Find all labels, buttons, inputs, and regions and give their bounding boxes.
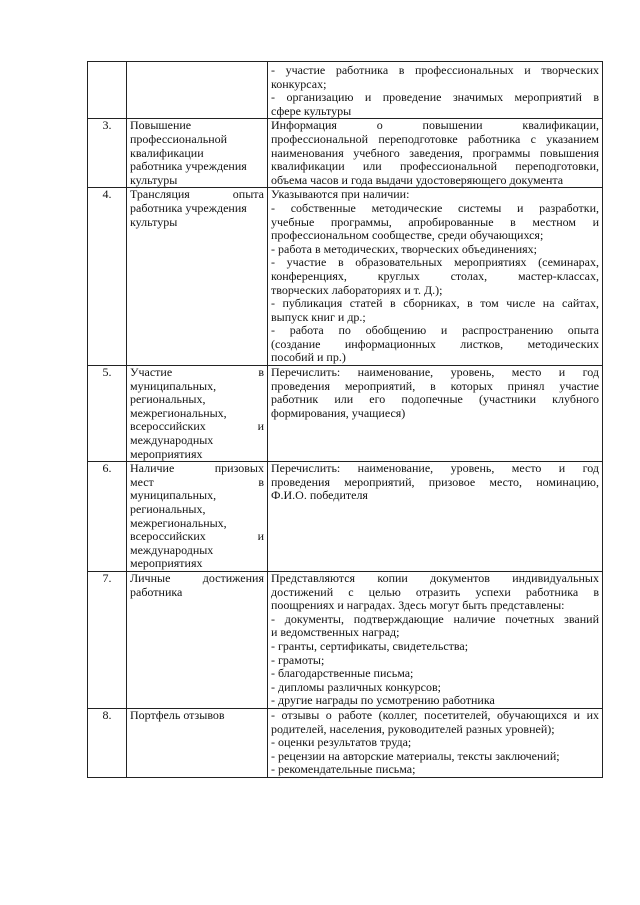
description-line: выпуск книг и др.; (271, 309, 366, 324)
description-cell (268, 119, 603, 188)
criterion-line: международных (130, 433, 214, 448)
description-line: профессиональном сообществе, среди обучающихся; (271, 228, 544, 243)
criterion-cell (127, 62, 268, 119)
row-number: 7. (88, 571, 127, 708)
criterion-line: региональных, (130, 502, 206, 516)
description-line: пособий и пр.) (271, 350, 346, 365)
row-number: 6. (88, 462, 127, 572)
description-line: - рецензии на авторские материалы, тексты заключений; (271, 748, 560, 763)
criterion-cell (127, 188, 268, 366)
description-cell (268, 462, 603, 572)
criterion-line: Трансляция опыта (130, 187, 264, 202)
table-row (88, 119, 603, 188)
description-line: - участие в образовательных мероприятиях (семинарах, (271, 255, 599, 270)
description-line: и ведомственных наград; (271, 625, 400, 640)
criterion-cell (127, 571, 268, 708)
table-row (88, 366, 603, 462)
description-line: Перечислить: наименование, уровень, место и год (271, 365, 599, 380)
description-line: - гранты, сертификаты, свидетельства; (271, 638, 469, 653)
criterion-line: Наличие призовых (130, 461, 264, 476)
description-line: - дипломы различных конкурсов; (271, 679, 441, 694)
criterion-line: всероссийских и (130, 529, 264, 544)
description-line: учебные программы, апробированные в местном и (271, 214, 599, 229)
description-line: конкурсах; (271, 76, 327, 91)
criterion-line: профессиональной (130, 131, 228, 146)
description-line: Перечислить: наименование, уровень, место и год (271, 461, 599, 476)
description-line: - рекомендательные письма; (271, 762, 416, 777)
description-line: - документы, подтверждающие наличие почетных званий (271, 611, 599, 626)
description-line: творческих лабораториях и т. Д.); (271, 282, 443, 297)
description-line: квалификации или профессиональной переподготовки, (271, 159, 599, 174)
description-line: - другие награды по усмотрению работника (271, 693, 495, 708)
criterion-line: муниципальных, (130, 378, 217, 393)
description-cell (268, 62, 603, 119)
criterion-line: культуры (130, 214, 178, 229)
table-row (88, 571, 603, 708)
criterion-line: квалификации (130, 145, 204, 160)
criterion-line: работника (130, 584, 183, 599)
description-line: проведения мероприятий, призовое место, номинацию, (271, 474, 599, 489)
description-cell (268, 366, 603, 462)
description-cell (268, 188, 603, 366)
criterion-line: всероссийских и (130, 419, 264, 434)
description-line: - работа по обобщению и распространению опыта (271, 323, 599, 338)
criterion-cell (127, 708, 268, 777)
description-line: - работа в методических, творческих объединениях; (271, 241, 537, 256)
criterion-cell (127, 366, 268, 462)
description-line: - оценки результатов труда; (271, 735, 412, 750)
description-line: Указываются при наличии: (271, 187, 410, 202)
criterion-cell (127, 462, 268, 572)
description-line: - участие работника в профессиональных и творческих (271, 63, 599, 77)
description-line: достижений с целью отразить успехи работника в (271, 584, 599, 599)
criterion-line: мероприятиях (130, 446, 203, 461)
description-line: - благодарственные письма; (271, 666, 414, 681)
description-line: конференциях, круглых столах, мастер-классах, (271, 268, 599, 283)
description-line: - отзывы о работе (коллег, посетителей, обучающихся и их (271, 708, 599, 722)
criterion-line: Личные достижения (130, 571, 264, 585)
criterion-cell (127, 119, 268, 188)
table-row (88, 462, 603, 572)
criterion-line: муниципальных, (130, 488, 217, 503)
criteria-table-body (88, 62, 603, 778)
criterion-line: Портфель отзывов (130, 708, 225, 722)
criterion-line: мест в (130, 474, 264, 489)
document-page (87, 61, 603, 778)
description-line: сфере культуры (271, 103, 352, 118)
description-line: Информация о повышении квалификации, (271, 118, 599, 133)
criterion-line: мероприятиях (130, 556, 203, 571)
description-line: - собственные методические системы и разработки, (271, 200, 599, 215)
criterion-line: Повышение (130, 118, 192, 133)
description-line: Ф.И.О. победителя (271, 488, 368, 503)
description-cell (268, 708, 603, 777)
description-line: объема часов и года выдачи удостоверяющего документа (271, 172, 564, 187)
row-number: 5. (88, 366, 127, 462)
row-number: 4. (88, 188, 127, 366)
description-line: родителей, населения, руководителей разных уровней); (271, 721, 555, 736)
criterion-line: Участие в (130, 365, 264, 380)
row-number: 3. (88, 119, 127, 188)
description-line: работник или его подопечные (участники клубного (271, 392, 599, 407)
criterion-line: межрегиональных, (130, 405, 227, 420)
criterion-line: культуры (130, 172, 178, 187)
description-cell (268, 571, 603, 708)
description-line: профессиональной переподготовке работника с указанием (271, 131, 599, 146)
description-line: Представляются копии документов индивидуальных (271, 571, 599, 585)
table-row (88, 188, 603, 366)
criterion-line: работника учреждения (130, 159, 247, 174)
table-row (88, 62, 603, 119)
description-line: формирования, учащиеся) (271, 405, 406, 420)
description-line: (создание информационных листков, методических (271, 336, 599, 351)
criterion-line: работника учреждения (130, 200, 247, 215)
description-line: - грамоты; (271, 652, 325, 667)
description-line: - организацию и проведение значимых мероприятий в (271, 90, 599, 105)
criterion-line: региональных, (130, 392, 206, 407)
description-line: наименования учебного заведения, программы повышения (271, 145, 599, 160)
criteria-table (87, 61, 603, 778)
description-line: - публикация статей в сборниках, в том числе на сайтах, (271, 296, 599, 311)
row-number: 8. (88, 708, 127, 777)
description-line: проведения мероприятий, в которых принял участие (271, 378, 599, 393)
criterion-line: межрегиональных, (130, 515, 227, 530)
criterion-line: международных (130, 542, 214, 557)
table-row (88, 708, 603, 777)
row-number (88, 62, 127, 119)
description-line: поощрениях и наградах. Здесь могут быть представлены: (271, 598, 565, 613)
